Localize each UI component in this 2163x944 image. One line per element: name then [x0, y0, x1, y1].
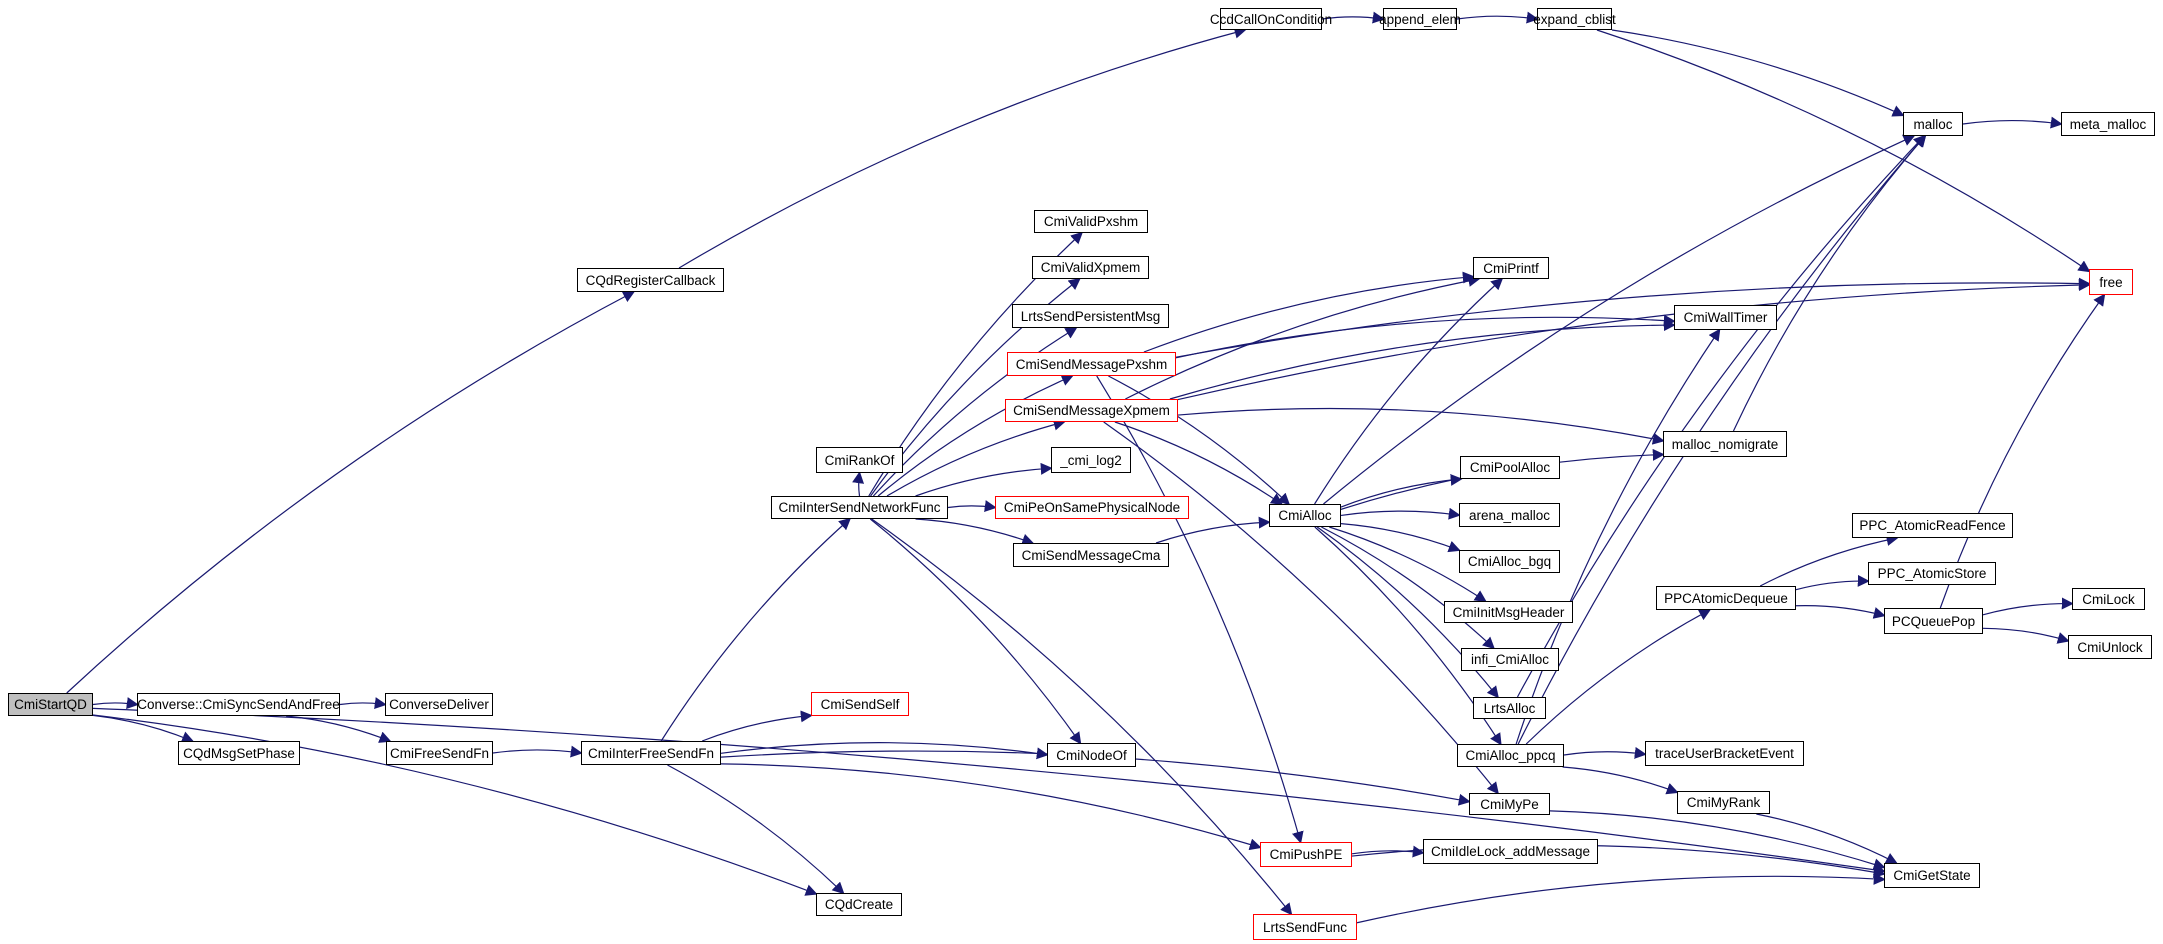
- graph-node-label: PPCAtomicDequeue: [1664, 590, 1788, 606]
- graph-node-label: CmiLock: [2082, 591, 2135, 607]
- call-edge: [679, 30, 1245, 268]
- graph-node-ppc-atomicreadfence[interactable]: [1852, 513, 2013, 538]
- graph-node-label: CmiMyPe: [1480, 796, 1539, 812]
- call-edge: [1104, 422, 1498, 793]
- call-edge: [1176, 283, 2089, 357]
- graph-node-label: CmiStartQD: [14, 697, 87, 712]
- graph-node-label: PCQueuePop: [1891, 613, 1976, 629]
- call-edge: [702, 715, 811, 741]
- call-edge: [493, 750, 581, 753]
- graph-node-cmipushpe[interactable]: [1260, 842, 1352, 867]
- graph-node-label: PPC_AtomicStore: [1877, 566, 1987, 581]
- graph-node-label: LrtsSendFunc: [1262, 919, 1348, 935]
- graph-node-label: CmiWallTimer: [1683, 310, 1768, 325]
- graph-node-expand-cblist[interactable]: [1533, 8, 1616, 30]
- graph-node-label: ConverseDeliver: [389, 697, 489, 712]
- graph-node-cmifreesendfn[interactable]: [386, 741, 493, 765]
- call-edge: [859, 473, 860, 496]
- graph-node-cmisendmessagepxshm[interactable]: [1007, 352, 1176, 376]
- call-edge: [1564, 752, 1645, 755]
- graph-node-cmiinitmsgheader[interactable]: [1444, 601, 1573, 623]
- graph-node-lrtsalloc[interactable]: [1473, 697, 1546, 719]
- graph-node-label: CcdCallOnCondition: [1209, 11, 1333, 27]
- graph-node-cqdmsgsetphase[interactable]: [178, 741, 300, 765]
- call-edge: [93, 715, 192, 741]
- call-edge: [887, 422, 1064, 496]
- graph-node-label: CmiValidPxshm: [1043, 214, 1139, 229]
- call-edge: [340, 703, 385, 705]
- graph-node-label: Converse::CmiSyncSendAndFree: [137, 697, 340, 712]
- call-edge: [1983, 628, 2068, 641]
- graph-node-label: CmiAlloc_bgq: [1467, 554, 1552, 569]
- graph-node-cmisendmessagexpmem[interactable]: [1005, 399, 1178, 422]
- call-edge: [1144, 277, 1473, 352]
- graph-node-cmipoolalloc[interactable]: [1460, 456, 1560, 479]
- graph-node-label: traceUserBracketEvent: [1655, 746, 1794, 761]
- graph-node-arena-malloc[interactable]: [1459, 503, 1560, 527]
- graph-node-cmialloc-ppcq[interactable]: [1457, 744, 1564, 767]
- graph-node-label: CmiRankOf: [824, 452, 895, 468]
- graph-node-infi-cmialloc[interactable]: [1461, 648, 1559, 671]
- graph-node-label: free: [2099, 274, 2123, 290]
- graph-node-label: CmiInitMsgHeader: [1452, 604, 1565, 620]
- graph-node-label: CQdCreate: [824, 897, 894, 912]
- graph-node-cmiinterfreesendfn[interactable]: [581, 741, 721, 765]
- graph-node-label: CmiGetState: [1893, 868, 1971, 883]
- graph-node-label: LrtsSendPersistentMsg: [1020, 308, 1161, 324]
- call-edge: [1796, 606, 1884, 616]
- graph-node-label: CmiValidXpmem: [1040, 260, 1141, 275]
- call-edge: [67, 292, 634, 693]
- graph-node-label: CmiFreeSendFn: [389, 745, 490, 761]
- graph-node-lrtssendpersistentmsg[interactable]: [1012, 304, 1169, 328]
- call-edge: [1457, 16, 1537, 19]
- graph-node-label: CmiSendMessageCma: [1021, 547, 1161, 563]
- graph-node-cqdcreate[interactable]: [816, 893, 902, 916]
- graph-node-label: append_elem: [1379, 11, 1461, 27]
- graph-node-cmimype[interactable]: [1469, 793, 1550, 815]
- call-edge: [1170, 325, 1674, 399]
- graph-node-cmisendmessagecma[interactable]: [1013, 543, 1169, 567]
- graph-node-label: CmiAlloc: [1278, 508, 1332, 523]
- graph-node-cqdregistercallback[interactable]: [577, 268, 724, 292]
- graph-node-label: CQdRegisterCallback: [585, 272, 716, 288]
- graph-node-append-elem[interactable]: [1379, 8, 1461, 30]
- graph-node-cmipeonsamephysicalnode[interactable]: [995, 496, 1189, 519]
- graph-node-cmivalidxpmem[interactable]: [1032, 256, 1149, 279]
- graph-node-label: _cmi_log2: [1060, 452, 1122, 468]
- graph-node-label: CmiNodeOf: [1056, 747, 1127, 763]
- graph-node-label: CmiUnlock: [2077, 639, 2143, 655]
- graph-node-cmiprintf[interactable]: [1473, 257, 1549, 279]
- call-edge: [1612, 30, 1903, 115]
- graph-node-cmisendself[interactable]: [811, 692, 909, 716]
- graph-node-cmimyrank[interactable]: [1677, 791, 1770, 814]
- graph-node-label: CmiMyRank: [1686, 795, 1761, 810]
- graph-node-cmiintersendnetworkfunc[interactable]: [771, 496, 948, 519]
- call-edge: [93, 703, 137, 705]
- call-edge: [1178, 409, 1663, 441]
- graph-node-malloc[interactable]: [1903, 112, 1963, 136]
- graph-node-cmivalidpxshm[interactable]: [1034, 210, 1148, 233]
- graph-node-cmilock[interactable]: [2072, 588, 2145, 610]
- graph-node-label: CmiInterFreeSendFn: [587, 745, 715, 761]
- call-edge: [916, 519, 1033, 543]
- call-edge: [1526, 610, 1709, 744]
- graph-node-ppcatomicdequeue[interactable]: [1656, 586, 1796, 610]
- graph-node-converse-cmisyncsendandfree[interactable]: [137, 693, 340, 716]
- call-edge: [1341, 479, 1461, 507]
- call-edge: [1516, 330, 1719, 744]
- call-edge: [1963, 121, 2061, 124]
- graph-node-label: CmiPeOnSamePhysicalNode: [1003, 500, 1181, 515]
- graph-node-pcqueuepop[interactable]: [1884, 608, 1983, 634]
- call-edge: [1156, 522, 1269, 543]
- call-edge: [916, 468, 1051, 496]
- graph-node-cminodeof[interactable]: [1047, 743, 1136, 767]
- graph-node-label: meta_malloc: [2069, 116, 2147, 132]
- graph-node-cmialloc-bgq[interactable]: [1459, 550, 1560, 573]
- graph-node-free[interactable]: [2089, 269, 2133, 295]
- call-edge: [667, 765, 843, 893]
- graph-node-traceuserbracketevent[interactable]: [1645, 741, 1804, 766]
- call-edge: [948, 506, 995, 508]
- graph-node-label: LrtsAlloc: [1483, 700, 1536, 716]
- graph-node-label: malloc: [1913, 116, 1953, 132]
- graph-node-label: CmiSendMessagePxshm: [1015, 356, 1168, 372]
- graph-node-label: CmiSendSelf: [820, 696, 900, 712]
- graph-node-label: CmiPushPE: [1269, 847, 1343, 862]
- call-edge: [1550, 811, 1884, 868]
- call-edge: [1357, 876, 1884, 922]
- graph-node-malloc-nomigrate[interactable]: [1663, 431, 1787, 457]
- graph-node-label: CmiAlloc_ppcq: [1465, 748, 1556, 763]
- graph-node-conversedeliver[interactable]: [385, 693, 493, 716]
- graph-node-label: expand_cblist: [1533, 11, 1616, 27]
- call-edge: [1115, 422, 1282, 504]
- call-edge: [1796, 581, 1868, 590]
- graph-node-cmistartqd[interactable]: [8, 693, 93, 716]
- graph-node-cmialloc[interactable]: [1269, 504, 1341, 527]
- call-edge: [1983, 604, 2072, 615]
- graph-node-cmiunlock[interactable]: [2068, 635, 2152, 659]
- graph-node-cmigetstate[interactable]: [1884, 863, 1980, 888]
- graph-node-label: arena_malloc: [1468, 507, 1551, 523]
- graph-node-ccdcalloncondition[interactable]: [1209, 8, 1333, 30]
- graph-node-label: infi_CmiAlloc: [1470, 652, 1550, 667]
- graph-node-label: CQdMsgSetPhase: [183, 745, 295, 761]
- graph-node-cmiwalltimer[interactable]: [1674, 305, 1777, 330]
- graph-node-label: malloc_nomigrate: [1671, 436, 1779, 452]
- call-edge: [872, 519, 1291, 914]
- call-edge: [1563, 767, 1677, 792]
- call-edge: [1178, 285, 2089, 400]
- graph-node-label: CmiSendMessageXpmem: [1013, 403, 1170, 418]
- graph-node-ppc-atomicstore[interactable]: [1868, 562, 1996, 585]
- graph-node-cmirankof[interactable]: [816, 447, 903, 473]
- graph-node-label: CmiInterSendNetworkFunc: [778, 500, 941, 515]
- graph-node-label: CmiIdleLock_addMessage: [1430, 844, 1591, 859]
- graph-node-lrtssendfunc[interactable]: [1253, 914, 1357, 940]
- graph-node-cmiidlelock-addmessage[interactable]: [1423, 839, 1598, 864]
- graph-node--cmi-log2[interactable]: [1051, 447, 1131, 473]
- call-edge: [1517, 136, 1924, 697]
- graph-node-meta-malloc[interactable]: [2061, 112, 2155, 136]
- graph-node-label: CmiPoolAlloc: [1469, 460, 1551, 475]
- graph-node-label: PPC_AtomicReadFence: [1859, 518, 2006, 533]
- call-edge: [1321, 527, 1493, 648]
- call-edge: [1341, 511, 1459, 515]
- graph-node-label: CmiPrintf: [1483, 260, 1539, 276]
- call-edge: [721, 764, 1260, 848]
